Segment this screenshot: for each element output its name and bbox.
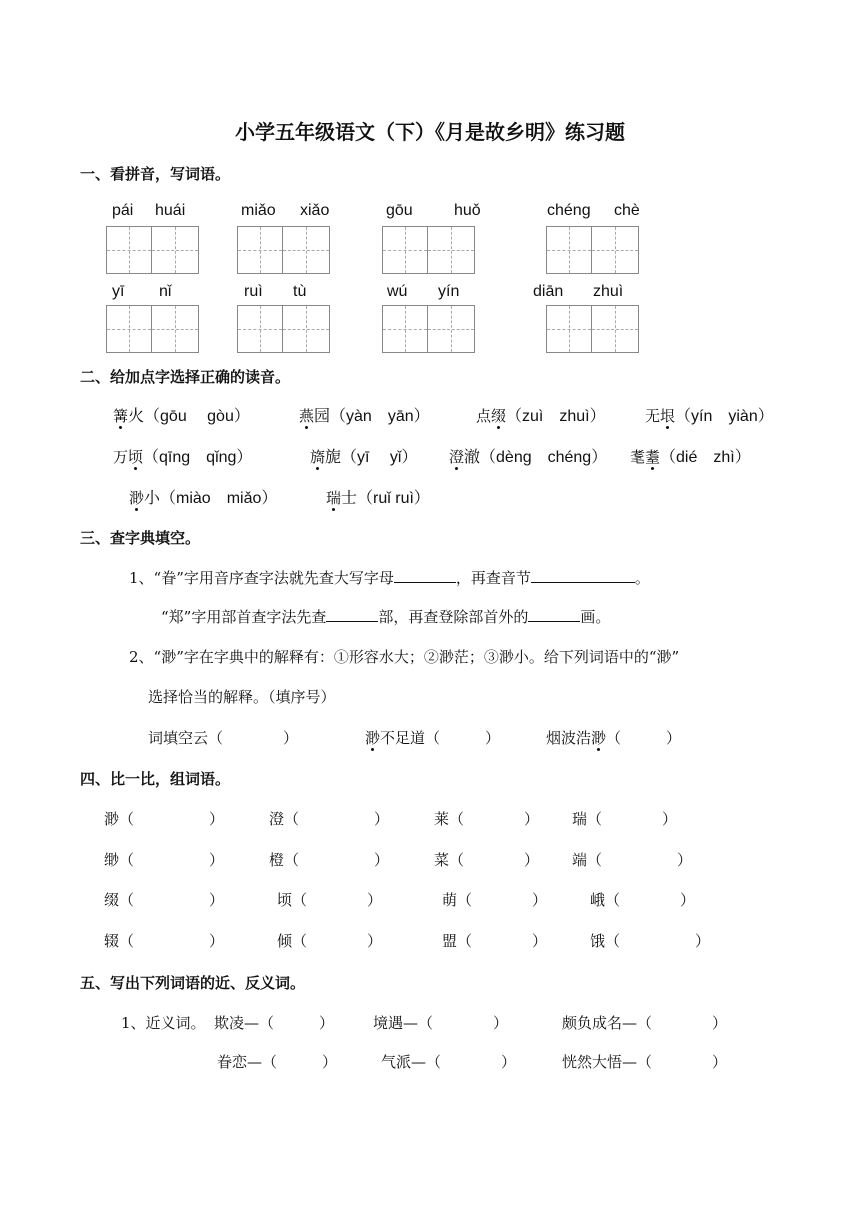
reading-item: 篝火（gōu gòu） [113,407,250,425]
reading-item: 耄耋（dié zhì） [630,448,751,466]
word-item: 渺不足道（ ） [365,729,501,747]
word-item: 烟波浩渺（ ） [546,729,682,747]
pinyin-2-4: tù [293,283,307,300]
pinyin-2-8: zhuì [593,283,624,300]
pinyin-1-5: gōu [386,202,413,219]
reading-item: 澄澈（dèng chéng） [449,448,608,466]
reading-item: 无垠（yín yiàn） [645,407,774,425]
pinyin-1-1: pái [112,202,134,219]
pinyin-2-7: diān [533,283,564,300]
compare-item: 澄（ ） [269,810,390,828]
writing-grid[interactable] [106,226,202,278]
synonym-item: 欺凌—（ ） [214,1014,335,1032]
synonym-item: 气派—（ ） [381,1053,517,1071]
compare-item: 缈（ ） [104,851,225,869]
compare-item: 莱（ ） [434,810,540,828]
writing-grid[interactable] [237,305,333,357]
compare-item: 萌（ ） [442,891,548,909]
pinyin-1-6: huǒ [454,202,481,219]
section-1-heading: 一、看拼音，写词语。 [80,165,231,183]
compare-item: 峨（ ） [590,891,696,909]
answer-blank[interactable] [531,568,635,583]
writing-grid[interactable] [106,305,202,357]
dictionary-question-1a: 1、“眷”字用音序查字法就先查大写字母 ，再查音节 。 [129,569,650,587]
reading-item: 万顷（qīng qǐng） [113,448,253,466]
compare-item: 橙（ ） [269,851,390,869]
compare-item: 顷（ ） [277,891,383,909]
answer-blank[interactable] [528,607,580,622]
synonym-label: 1、近义词。 [121,1014,206,1032]
pinyin-1-4: xiǎo [300,202,330,219]
compare-item: 辍（ ） [104,932,225,950]
section-5-heading: 五、写出下列词语的近、反义词。 [80,974,306,992]
pinyin-2-5: wú [387,283,408,300]
compare-item: 缀（ ） [104,891,225,909]
section-2-heading: 二、给加点字选择正确的读音。 [80,368,291,386]
dictionary-question-1b: “郑”字用部首查字法先查 部，再查登除部首外的 画。 [161,608,611,626]
section-4-heading: 四、比一比，组词语。 [80,770,231,788]
page-title: 小学五年级语文（下）《月是故乡明》练习题 [235,120,625,144]
pinyin-1-7: chéng [547,202,591,219]
answer-blank[interactable] [394,568,456,583]
synonym-item: 恍然大悟—（ ） [562,1053,728,1071]
pinyin-1-3: miǎo [241,202,276,219]
synonym-item: 眷恋—（ ） [217,1053,338,1071]
compare-item: 菜（ ） [434,851,540,869]
reading-item: 瑞士（ruǐ ruì） [326,489,430,507]
compare-item: 瑞（ ） [572,810,678,828]
answer-blank[interactable] [326,607,378,622]
writing-grid[interactable] [382,226,478,278]
dictionary-question-2: 2、“渺”字在字典中的解释有：①形容水大；②渺茫；③渺小。给下列词语中的“渺” [129,648,680,666]
compare-item: 端（ ） [572,851,693,869]
writing-grid[interactable] [546,226,642,278]
synonym-item: 境遇—（ ） [373,1014,509,1032]
compare-item: 盟（ ） [442,932,548,950]
section-3-heading: 三、查字典填空。 [80,529,201,547]
writing-grid[interactable] [237,226,333,278]
pinyin-1-2: huái [155,202,186,219]
dictionary-question-2-cont: 选择恰当的解释。（填序号） [148,688,336,706]
synonym-item: 颇负成名—（ ） [562,1014,728,1032]
pinyin-1-8: chè [614,202,640,219]
reading-item: 点缀（zuì zhuì） [476,407,606,425]
writing-grid[interactable] [382,305,478,357]
pinyin-2-3: ruì [244,283,263,300]
reading-item: 渺小（miào miǎo） [129,489,278,507]
pinyin-2-2: nǐ [159,283,172,300]
compare-item: 饿（ ） [590,932,711,950]
reading-item: 旖旎（yī yǐ） [310,448,418,466]
compare-item: 倾（ ） [277,932,383,950]
pinyin-2-1: yī [112,283,125,300]
reading-item: 燕园（yàn yān） [299,407,430,425]
pinyin-2-6: yín [438,283,460,300]
writing-grid[interactable] [546,305,642,357]
compare-item: 渺（ ） [104,810,225,828]
word-item: 词填空云（ ） [148,729,299,747]
